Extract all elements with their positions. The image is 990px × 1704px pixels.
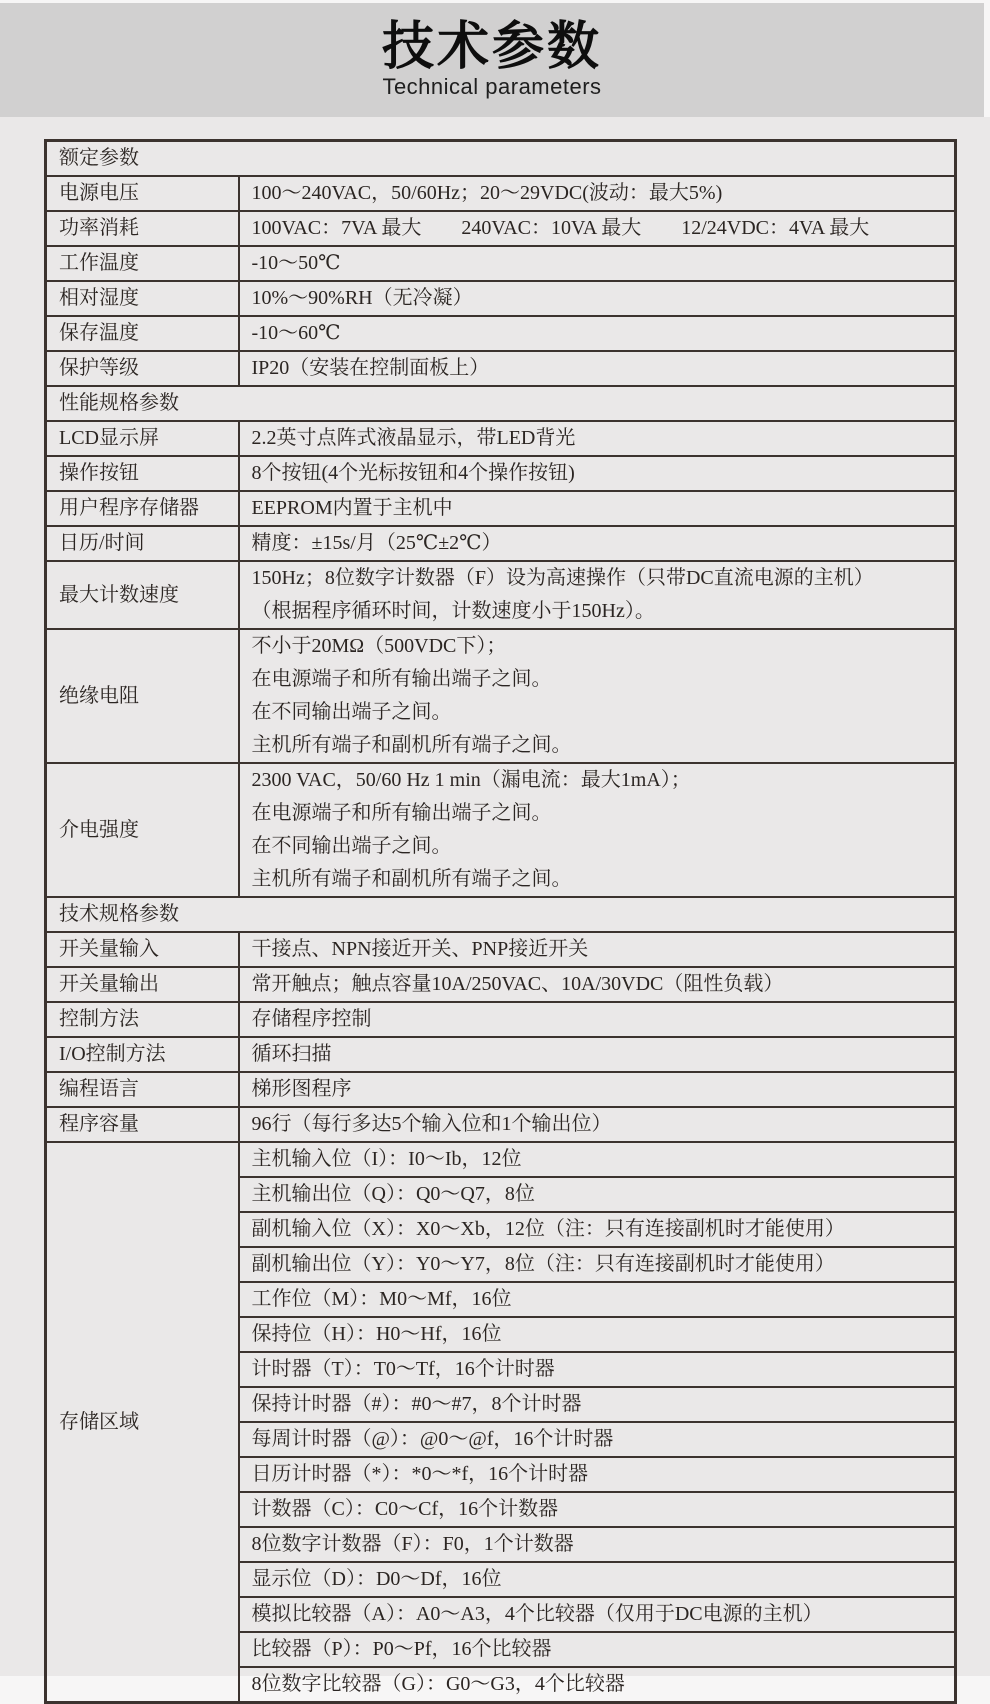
table-row (46, 176, 956, 211)
param-value: 常开触点；触点容量10A/250VAC、10A/30VDC（阻性负载） (239, 967, 956, 1002)
table-row (46, 456, 956, 491)
param-value-line: 在不同输出端子之间。 (251, 701, 452, 723)
storage-subrow-value: 副机输入位（X）：X0～Xb，12位（注：只有连接副机时才能使用） (239, 1212, 956, 1247)
param-label: 最大计数速度 (46, 561, 239, 629)
table-row (46, 763, 956, 897)
param-label: LCD显示屏 (46, 421, 239, 456)
param-label: 控制方法 (46, 1002, 239, 1037)
page-title: 技术参数 (381, 18, 602, 76)
page-subtitle: Technical parameters (382, 74, 602, 99)
param-value: 循环扫描 (239, 1037, 956, 1072)
storage-subrow-value: 计数器（C）：C0～Cf，16个计数器 (239, 1492, 956, 1527)
table-row (46, 1072, 956, 1107)
param-value: -10～50℃ (239, 246, 956, 281)
section-header-row (46, 386, 956, 421)
param-label: 操作按钮 (46, 456, 239, 491)
param-value: EEPROM内置于主机中 (239, 491, 956, 526)
param-value: 干接点、NPN接近开关、PNP接近开关 (239, 932, 956, 967)
param-label: 工作温度 (46, 246, 239, 281)
param-label: 保护等级 (46, 351, 239, 386)
storage-subrow-value: 8位数字计数器（F）：F0，1个计数器 (239, 1527, 956, 1562)
section-header: 额定参数 (46, 141, 956, 177)
param-value (239, 763, 956, 897)
param-label: 保存温度 (46, 316, 239, 351)
table-row (46, 967, 956, 1002)
param-value: 梯形图程序 (239, 1072, 956, 1107)
storage-subrow-value: 保持计时器（#）：#0～#7，8个计时器 (239, 1387, 956, 1422)
param-value: 精度：±15s/月（25℃±2℃） (239, 526, 956, 561)
param-label: I/O控制方法 (46, 1037, 239, 1072)
param-value (239, 561, 956, 629)
param-value-line: 150Hz；8位数字计数器（F）设为高速操作（只带DC直流电源的主机） (251, 567, 874, 589)
storage-subrow-value: 显示位（D）：D0～Df，16位 (239, 1562, 956, 1597)
table-row (46, 526, 956, 561)
param-label: 相对湿度 (46, 281, 239, 316)
param-value: 8个按钮(4个光标按钮和4个操作按钮) (239, 456, 956, 491)
table-row (46, 561, 956, 629)
section-header: 性能规格参数 (46, 386, 956, 421)
storage-subrow-value: 工作位（M）：M0～Mf，16位 (239, 1282, 956, 1317)
section-header-row (46, 141, 956, 177)
param-value-line: 在电源端子和所有输出端子之间。 (251, 668, 552, 690)
param-label: 编程语言 (46, 1072, 239, 1107)
param-value-line: 在电源端子和所有输出端子之间。 (251, 802, 552, 824)
table-row (46, 1142, 956, 1177)
table-row (46, 1107, 956, 1142)
table-row (46, 421, 956, 456)
param-label: 电源电压 (46, 176, 239, 211)
param-value: 存储程序控制 (239, 1002, 956, 1037)
param-value (239, 629, 956, 763)
param-value: 10%～90%RH（无冷凝） (239, 281, 956, 316)
param-value: 2.2英寸点阵式液晶显示，带LED背光 (239, 421, 956, 456)
param-label: 用户程序存储器 (46, 491, 239, 526)
param-value: 100～240VAC，50/60Hz；20～29VDC(波动：最大5%) (239, 176, 956, 211)
param-label: 绝缘电阻 (46, 629, 239, 763)
param-label: 开关量输入 (46, 932, 239, 967)
storage-subrow-value: 主机输入位（I）：I0～Ib，12位 (239, 1142, 956, 1177)
param-label: 介电强度 (46, 763, 239, 897)
param-value: -10～60℃ (239, 316, 956, 351)
param-label: 开关量输出 (46, 967, 239, 1002)
table-row (46, 932, 956, 967)
param-value: 96行（每行多达5个输入位和1个输出位） (239, 1107, 956, 1142)
storage-subrow-value: 保持位（H）：H0～Hf，16位 (239, 1317, 956, 1352)
storage-subrow-value: 日历计时器（*）：*0～*f，16个计时器 (239, 1457, 956, 1492)
param-value-line: 主机所有端子和副机所有端子之间。 (251, 868, 572, 890)
param-value: IP20（安装在控制面板上） (239, 351, 956, 386)
section-header: 技术规格参数 (46, 897, 956, 932)
storage-subrow-value: 模拟比较器（A）：A0～A3，4个比较器（仅用于DC电源的主机） (239, 1597, 956, 1632)
table-row (46, 246, 956, 281)
table-row (46, 351, 956, 386)
param-value-line: 2300 VAC，50/60 Hz 1 min（漏电流：最大1mA）； (251, 769, 691, 791)
storage-subrow-value: 副机输出位（Y）：Y0～Y7，8位（注：只有连接副机时才能使用） (239, 1247, 956, 1282)
table-row (46, 1037, 956, 1072)
spec-table (44, 139, 957, 1704)
title-band (0, 3, 984, 117)
param-value-line: 在不同输出端子之间。 (251, 835, 452, 857)
storage-subrow-value: 计时器（T）：T0～Tf，16个计时器 (239, 1352, 956, 1387)
storage-subrow-value: 比较器（P）：P0～Pf，16个比较器 (239, 1632, 956, 1667)
table-row (46, 491, 956, 526)
table-row (46, 1002, 956, 1037)
param-value: 100VAC：7VA 最大 240VAC：10VA 最大 12/24VDC：4VA 最大 (239, 211, 956, 246)
storage-subrow-value: 8位数字比较器（G）：G0～G3，4个比较器 (239, 1667, 956, 1703)
section-header-row (46, 897, 956, 932)
param-value-line: 主机所有端子和副机所有端子之间。 (251, 734, 572, 756)
table-row (46, 281, 956, 316)
table-row (46, 629, 956, 763)
param-label: 存储区域 (46, 1142, 239, 1703)
param-value-line: （根据程序循环时间，计数速度小于150Hz）。 (251, 600, 655, 622)
param-value-line: 不小于20MΩ（500VDC下）； (251, 635, 507, 657)
param-label: 日历/时间 (46, 526, 239, 561)
param-label: 功率消耗 (46, 211, 239, 246)
storage-subrow-value: 主机输出位（Q）：Q0～Q7，8位 (239, 1177, 956, 1212)
storage-subrow-value: 每周计时器（@）：@0～@f，16个计时器 (239, 1422, 956, 1457)
table-row (46, 211, 956, 246)
table-row (46, 316, 956, 351)
param-label: 程序容量 (46, 1107, 239, 1142)
